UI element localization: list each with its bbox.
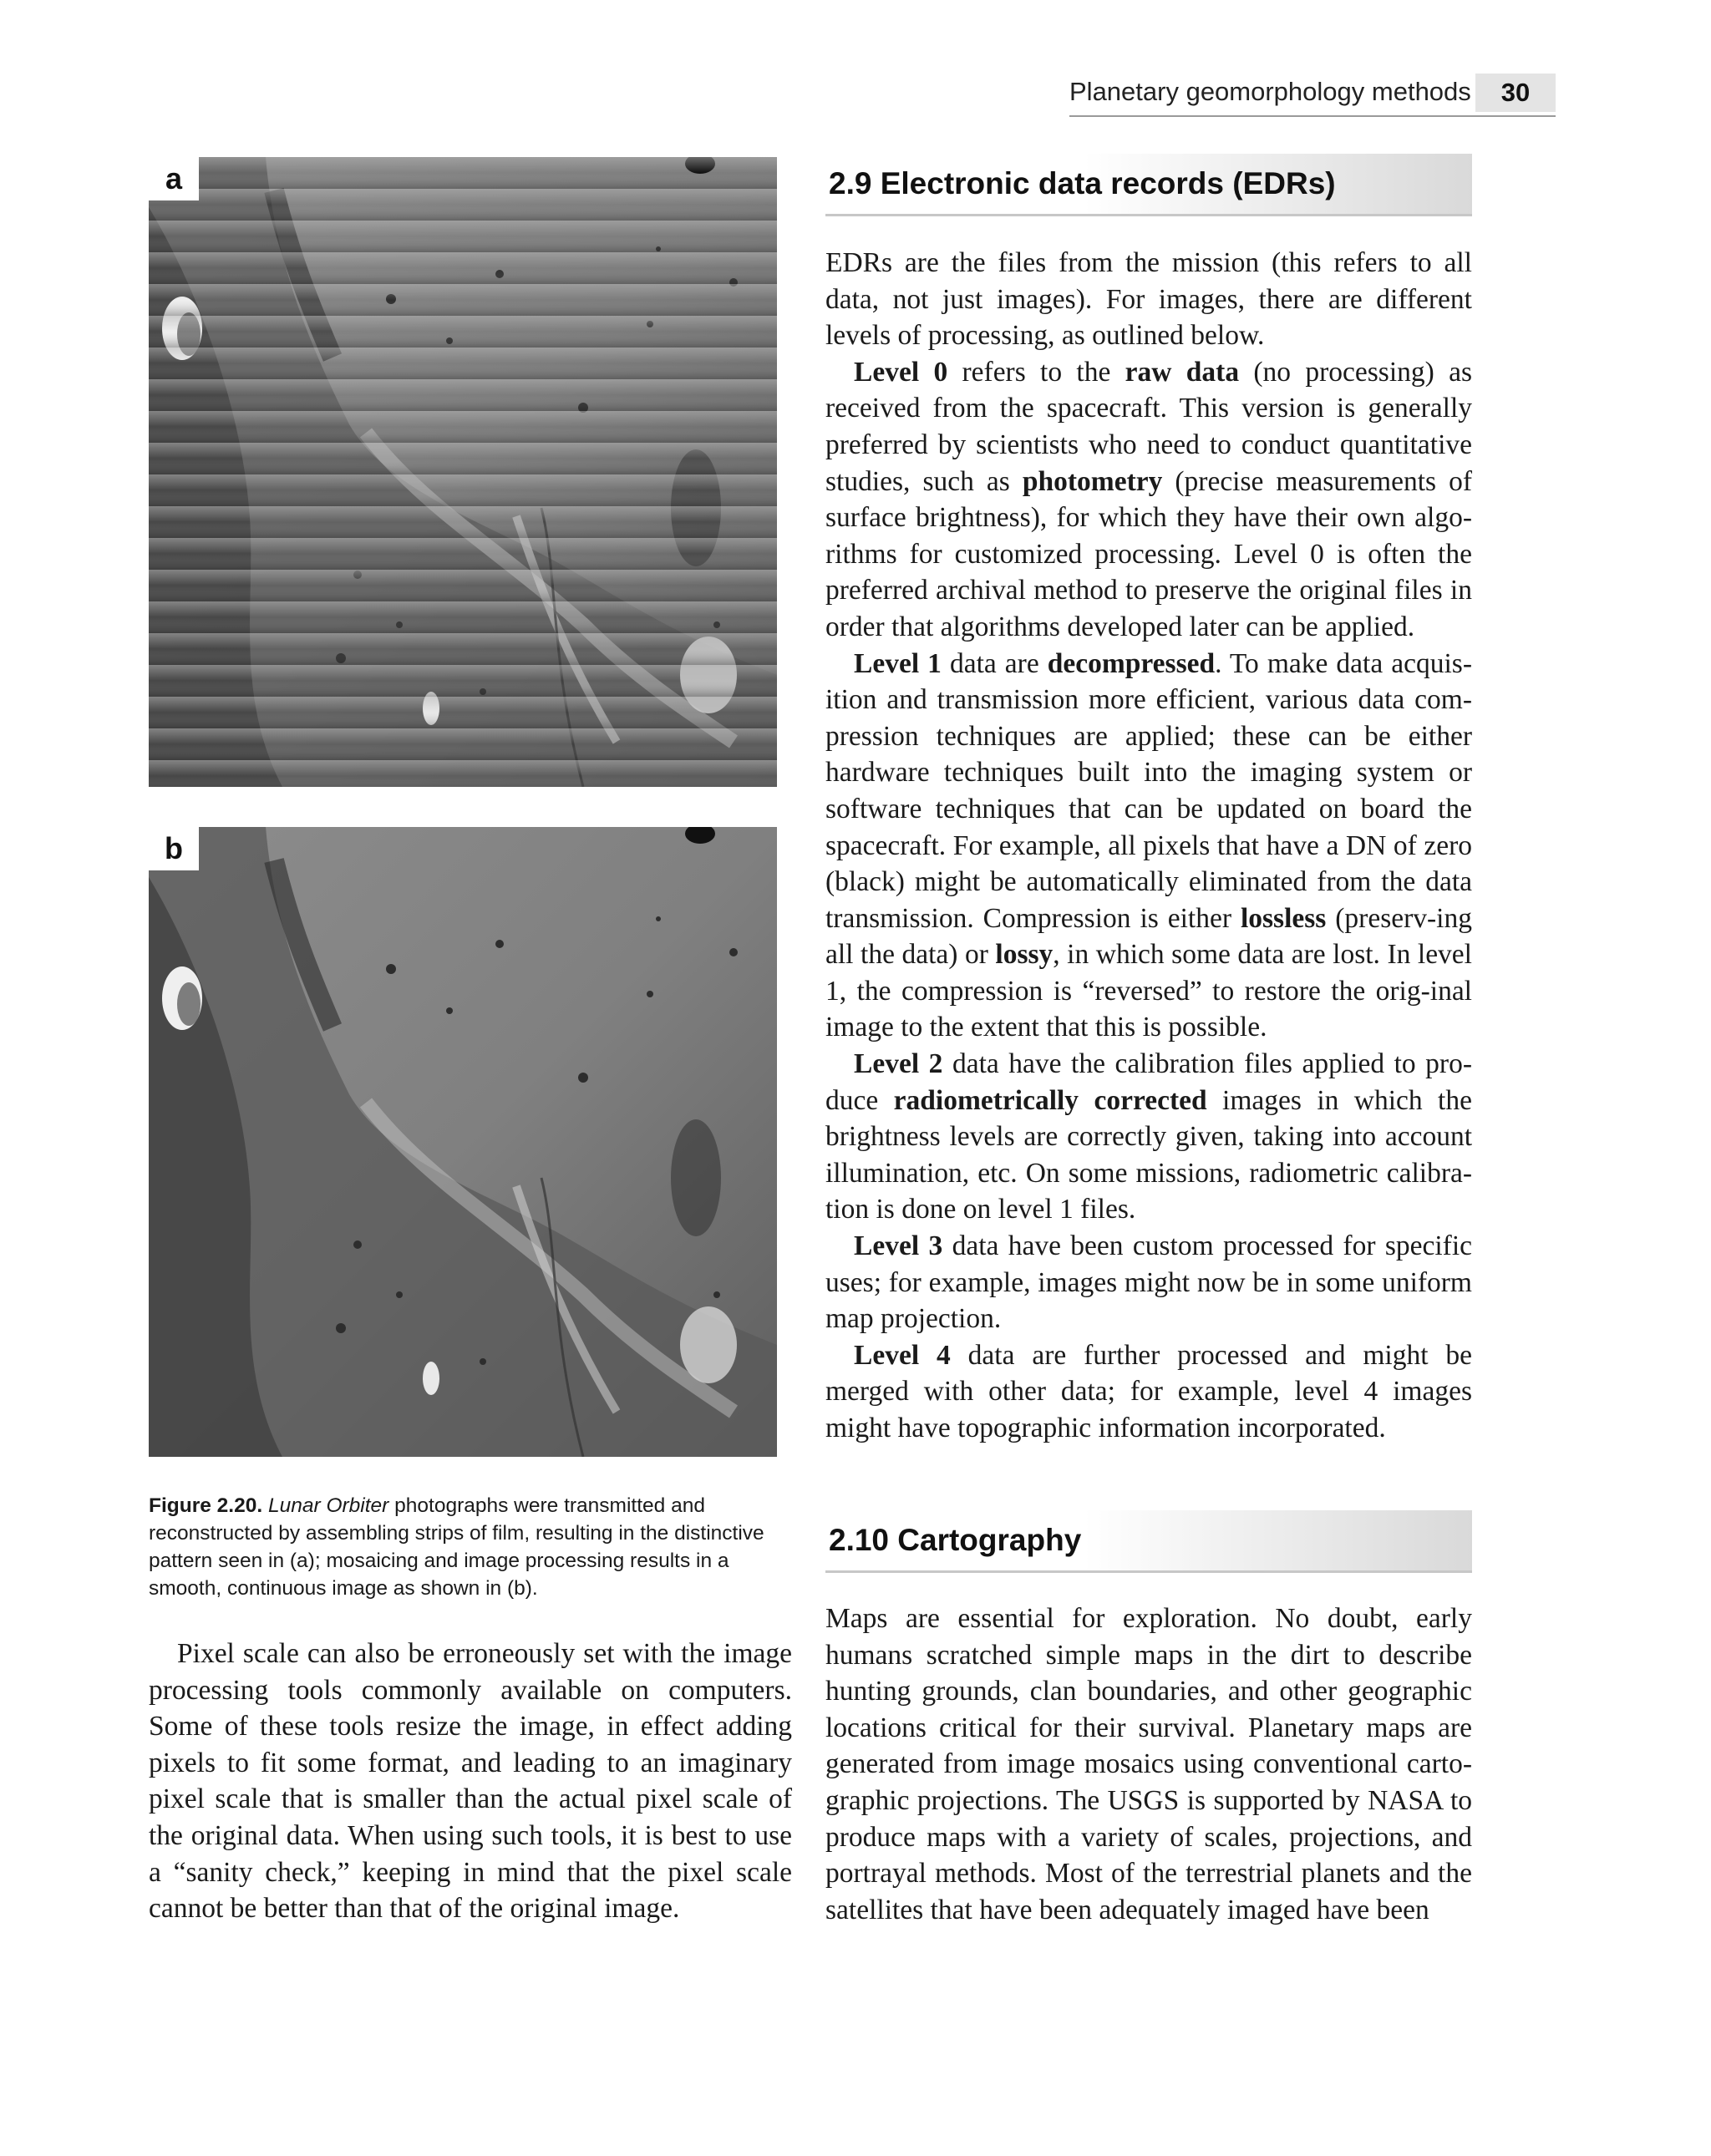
level2-lead: Level 2 (854, 1048, 943, 1080)
section-title-2-10: 2.10 Cartography (829, 1523, 1082, 1557)
cartography-paragraph: Maps are essential for exploration. No doubt, early humans scratched simple maps in the dirt to describe hunting grounds, clan boundaries, and other geographic locations critical for their survival. Planetary maps are generated from image mosaics using conventional carto-graphic projections. The USGS is supported by NASA to produce maps with a variety of scales, projections, and portrayal methods. Most of the terrestrial planets and the satellites that have been adequately imaged have been (825, 1603, 1472, 1925)
running-header (1069, 74, 1556, 117)
level2-text-1: data have the calibration files applied to pro-duce (825, 1048, 1472, 1116)
level3-paragraph (825, 1228, 1472, 1337)
level1-text-1: data are (941, 647, 1048, 679)
level0-text-2: (no processing) as received from the spacecraft. This version is generally preferred by scientists who need to conduct quantitative studies, such as (825, 356, 1472, 497)
section-2-10-body (825, 1601, 1472, 1928)
figure-label: Figure 2.20. (149, 1494, 263, 1517)
level0-paragraph (825, 354, 1472, 646)
level1-paragraph (825, 646, 1472, 1047)
figure-caption (149, 1492, 796, 1602)
caption-italic: Lunar Orbiter (267, 1494, 389, 1517)
level4-lead: Level 4 (854, 1339, 951, 1371)
section-heading-2-9 (825, 154, 1472, 216)
lunar-image-mosaic (149, 827, 777, 1457)
level1-bold-3: lossy (995, 939, 1054, 971)
level1-bold-2: lossless (1240, 902, 1327, 934)
figure-panel-b (149, 827, 777, 1457)
figure-panel-a (149, 157, 777, 787)
caption-text: photographs were transmitted and reconstructed by assembling strips of film, resulting in the distinctive pattern seen in (a); mosaicing and image processing results in a smooth, continuous image as shown in (b). (149, 1494, 764, 1600)
level1-lead: Level 1 (854, 647, 942, 679)
level1-text-2: . To make data acquis-ition and transmission more efficient, various data com-pression techniques are applied; these can be either hardware techniques built into the imaging system or software techniques that can be updated on board the spacecraft. For example, all pixels that have a DN of zero (black) might be automatically eliminated from the data transmission. Compression is either (825, 647, 1472, 934)
level1-text-4: , in which some data are lost. In level 1, the compression is “reversed” to restore the orig-inal image to the extent that this is possible. (825, 939, 1472, 1043)
level2-bold-1: radiometrically corrected (893, 1084, 1207, 1116)
level4-paragraph (825, 1337, 1472, 1447)
panel-a-label: a (149, 157, 199, 200)
edr-intro-paragraph: EDRs are the files from the mission (this refers to all data, not just images). For images, there are different levels of processing, as outlined below. (825, 247, 1472, 352)
level3-lead: Level 3 (854, 1230, 943, 1262)
running-title: Planetary geomorphology methods (1069, 77, 1471, 106)
level2-paragraph (825, 1046, 1472, 1228)
level1-text-3: (preserv-ing all the data) or (825, 902, 1472, 971)
level4-text-1: data are further processed and might be merged with other data; for example, level 4 images might have topographic information incorporated. (825, 1339, 1472, 1443)
level0-text-1: refers to the (947, 356, 1125, 388)
level1-bold-1: decompressed (1047, 647, 1216, 679)
section-2-9-body (825, 245, 1472, 1447)
level0-lead: Level 0 (854, 356, 948, 388)
level2-text-2: images in which the brightness levels are correctly given, taking into account illumination, etc. On some missions, radiometric calibra-tion is done on level 1 files. (825, 1084, 1472, 1225)
page-number: 30 (1475, 74, 1556, 112)
panel-b-label: b (149, 827, 199, 870)
section-title-2-9: 2.9 Electronic data records (EDRs) (829, 166, 1336, 200)
pixel-scale-paragraph: Pixel scale can also be erroneously set with the image processing tools commonly available on computers. Some of these tools resize the image, in effect adding pixels to fit some format, and leading to an imaginary pixel scale that is smaller than the actual pixel scale of the original data. When using such tools, it is best to use a “sanity check,” keeping in mind that the pixel scale cannot be better than that of the original image. (149, 1638, 792, 1925)
level0-text-3: (precise measurements of surface brightness), for which they have their own algo-rithms for customized processing. Level 0 is often the preferred archival method to preserve the original files in order that algorithms developed later can be applied. (825, 465, 1473, 642)
left-column-text (149, 1636, 792, 1927)
level0-bold-2: photometry (1022, 465, 1163, 497)
level0-bold-1: raw data (1125, 356, 1240, 388)
section-heading-2-10 (825, 1510, 1472, 1573)
level3-text-1: data have been custom processed for specific uses; for example, images might now be in some uniform map projection. (825, 1230, 1472, 1335)
lunar-image-striped (149, 157, 777, 787)
